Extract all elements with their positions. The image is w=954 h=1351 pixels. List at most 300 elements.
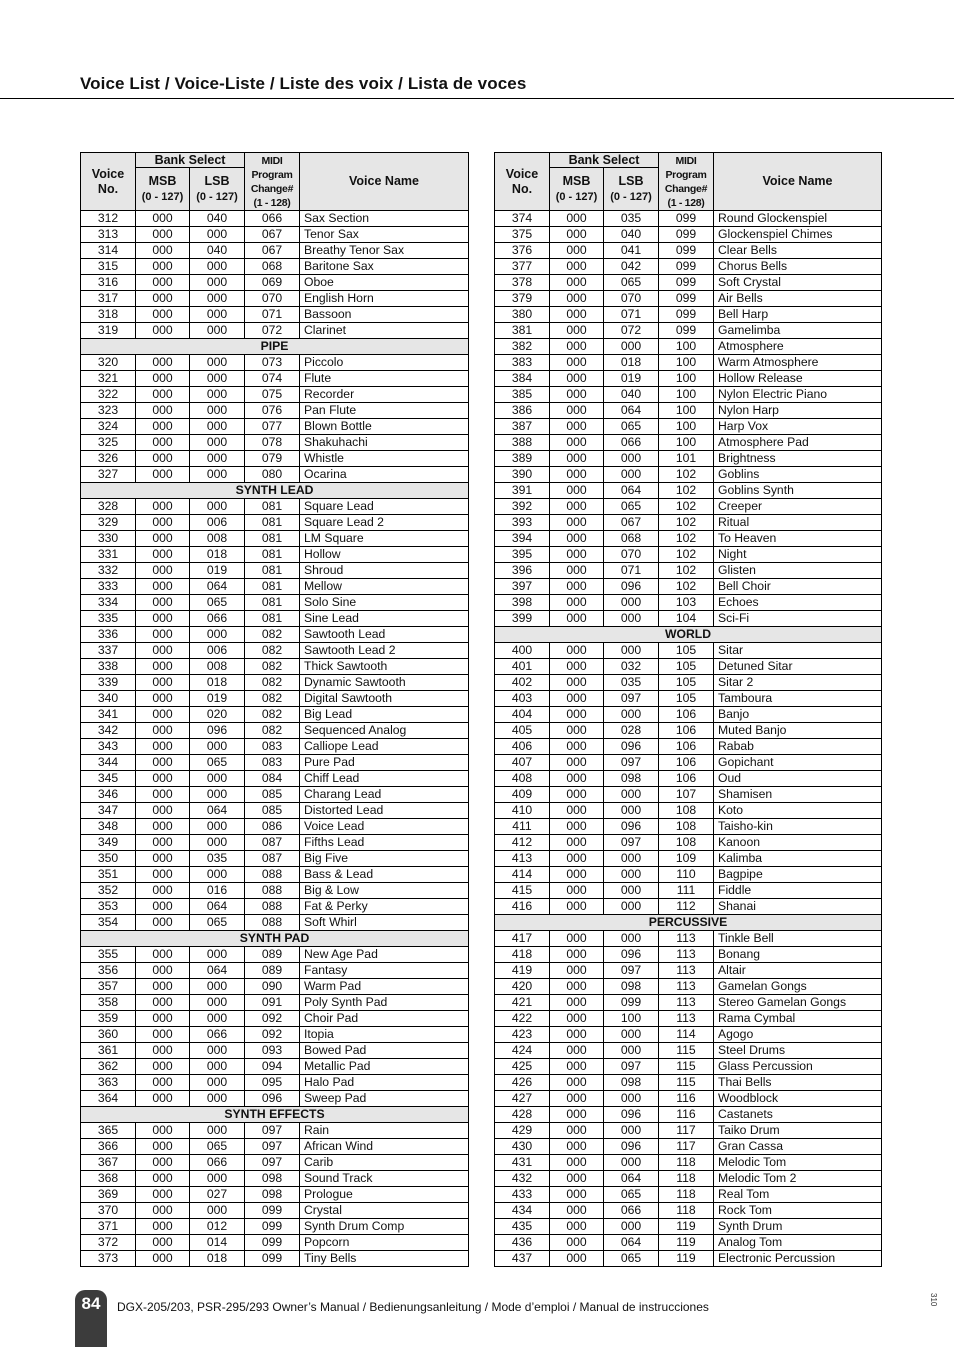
voice-name: Shanai (714, 899, 882, 915)
program-change: 106 (659, 739, 714, 755)
lsb-value: 000 (190, 819, 245, 835)
voice-name: New Age Pad (300, 947, 469, 963)
msb-value: 000 (136, 1219, 190, 1235)
voice-number: 333 (81, 579, 136, 595)
voice-name: Big Lead (300, 707, 469, 723)
voice-name: Bass & Lead (300, 867, 469, 883)
table-row (495, 867, 882, 883)
table-row (81, 1187, 469, 1203)
program-change: 100 (659, 339, 714, 355)
program-change: 082 (245, 691, 300, 707)
program-change: 105 (659, 659, 714, 675)
program-change: 097 (245, 1155, 300, 1171)
voice-number: 423 (495, 1027, 550, 1043)
program-change: 076 (245, 403, 300, 419)
voice-name: Analog Tom (714, 1235, 882, 1251)
lsb-value: 000 (604, 611, 659, 627)
lsb-value: 000 (190, 835, 245, 851)
lsb-value: 018 (190, 675, 245, 691)
lsb-value: 097 (604, 963, 659, 979)
program-change: 099 (659, 211, 714, 227)
table-row (81, 627, 469, 643)
msb-header: MSB (0 - 127) (550, 168, 604, 211)
category-row (495, 915, 882, 931)
table-row (495, 1043, 882, 1059)
msb-value: 000 (136, 1139, 190, 1155)
voice-name: Echoes (714, 595, 882, 611)
program-change: 102 (659, 547, 714, 563)
table-row (81, 1203, 469, 1219)
table-row (495, 851, 882, 867)
table-row (81, 803, 469, 819)
msb-value: 000 (136, 579, 190, 595)
voice-number: 427 (495, 1091, 550, 1107)
table-row (81, 1075, 469, 1091)
msb-value: 000 (550, 547, 604, 563)
table-row (81, 579, 469, 595)
msb-value: 000 (136, 259, 190, 275)
voice-name: Gran Cassa (714, 1139, 882, 1155)
voice-name: Detuned Sitar (714, 659, 882, 675)
msb-value: 000 (136, 451, 190, 467)
msb-value: 000 (550, 387, 604, 403)
voice-number: 410 (495, 803, 550, 819)
table-row (81, 387, 469, 403)
voice-name: Bassoon (300, 307, 469, 323)
msb-value: 000 (136, 915, 190, 931)
msb-value: 000 (136, 515, 190, 531)
voice-name: Piccolo (300, 355, 469, 371)
voice-number: 340 (81, 691, 136, 707)
voice-name: Square Lead 2 (300, 515, 469, 531)
msb-value: 000 (136, 355, 190, 371)
lsb-value: 000 (604, 467, 659, 483)
voice-name: Sweep Pad (300, 1091, 469, 1107)
voice-name: Shakuhachi (300, 435, 469, 451)
lsb-value: 000 (604, 899, 659, 915)
lsb-value: 006 (190, 515, 245, 531)
table-row (81, 771, 469, 787)
voice-number: 419 (495, 963, 550, 979)
table-row (81, 979, 469, 995)
lsb-value: 096 (604, 579, 659, 595)
lsb-value: 064 (604, 483, 659, 499)
msb-value: 000 (136, 387, 190, 403)
voice-number: 353 (81, 899, 136, 915)
lsb-value: 065 (604, 499, 659, 515)
voice-number: 381 (495, 323, 550, 339)
table-row (81, 1155, 469, 1171)
lsb-value: 000 (190, 291, 245, 307)
voice-name: Atmosphere Pad (714, 435, 882, 451)
table-row (81, 355, 469, 371)
lsb-value: 098 (604, 979, 659, 995)
lsb-value: 000 (604, 883, 659, 899)
midi-program-header: MIDI Program Change# (1 - 128) (245, 153, 300, 211)
voice-name: Tenor Sax (300, 227, 469, 243)
table-row (495, 995, 882, 1011)
table-row (495, 835, 882, 851)
lsb-value: 019 (190, 563, 245, 579)
program-change: 087 (245, 835, 300, 851)
msb-value: 000 (550, 659, 604, 675)
table-row (495, 323, 882, 339)
lsb-value: 098 (604, 771, 659, 787)
lsb-value: 000 (604, 643, 659, 659)
lsb-value: 000 (190, 275, 245, 291)
lsb-value: 097 (604, 835, 659, 851)
voice-name: Choir Pad (300, 1011, 469, 1027)
table-row (495, 291, 882, 307)
table-row (81, 1235, 469, 1251)
table-row (495, 1075, 882, 1091)
table-row (81, 611, 469, 627)
voice-table-left (80, 152, 469, 1267)
program-change: 100 (659, 403, 714, 419)
table-row (81, 835, 469, 851)
msb-value: 000 (550, 259, 604, 275)
lsb-value: 000 (190, 1171, 245, 1187)
voice-number: 342 (81, 723, 136, 739)
voice-name: Goblins Synth (714, 483, 882, 499)
lsb-value: 096 (604, 947, 659, 963)
program-change: 113 (659, 979, 714, 995)
voice-name: Hollow Release (714, 371, 882, 387)
voice-number: 433 (495, 1187, 550, 1203)
lsb-value: 000 (604, 1027, 659, 1043)
voice-name: Big Five (300, 851, 469, 867)
msb-value: 000 (550, 611, 604, 627)
msb-value: 000 (550, 1251, 604, 1267)
voice-name: Bell Choir (714, 579, 882, 595)
lsb-value: 071 (604, 307, 659, 323)
msb-value: 000 (550, 243, 604, 259)
program-change: 081 (245, 499, 300, 515)
voice-name: Electronic Percussion (714, 1251, 882, 1267)
voice-name: Warm Atmosphere (714, 355, 882, 371)
voice-name: Big & Low (300, 883, 469, 899)
msb-value: 000 (136, 1187, 190, 1203)
msb-value: 000 (550, 819, 604, 835)
voice-number: 360 (81, 1027, 136, 1043)
table-row (81, 499, 469, 515)
voice-number: 383 (495, 355, 550, 371)
program-change: 087 (245, 851, 300, 867)
voice-name: Solo Sine (300, 595, 469, 611)
midi-program-header: MIDI Program Change# (1 - 128) (659, 153, 714, 211)
program-change: 085 (245, 787, 300, 803)
table-row (495, 403, 882, 419)
voice-name: Kalimba (714, 851, 882, 867)
lsb-value: 099 (604, 995, 659, 1011)
lsb-value: 028 (604, 723, 659, 739)
msb-value: 000 (136, 883, 190, 899)
msb-value: 000 (550, 1155, 604, 1171)
voice-number: 327 (81, 467, 136, 483)
program-change: 095 (245, 1075, 300, 1091)
voice-name: Brightness (714, 451, 882, 467)
voice-number: 416 (495, 899, 550, 915)
table-row (81, 1123, 469, 1139)
voice-number: 395 (495, 547, 550, 563)
program-change: 099 (659, 243, 714, 259)
category-label: PERCUSSIVE (495, 915, 882, 931)
voice-number: 338 (81, 659, 136, 675)
msb-value: 000 (136, 659, 190, 675)
lsb-value: 097 (604, 1059, 659, 1075)
lsb-value: 000 (190, 227, 245, 243)
voice-number: 414 (495, 867, 550, 883)
table-row (81, 867, 469, 883)
msb-value: 000 (136, 1235, 190, 1251)
voice-number: 331 (81, 547, 136, 563)
voice-number: 394 (495, 531, 550, 547)
voice-number: 344 (81, 755, 136, 771)
lsb-value: 068 (604, 531, 659, 547)
msb-value: 000 (550, 643, 604, 659)
table-row (495, 467, 882, 483)
voice-name: Shamisen (714, 787, 882, 803)
msb-value: 000 (550, 515, 604, 531)
voice-name: Sitar (714, 643, 882, 659)
program-change: 080 (245, 467, 300, 483)
category-label: SYNTH PAD (81, 931, 469, 947)
voice-name: Halo Pad (300, 1075, 469, 1091)
table-row (495, 387, 882, 403)
lsb-value: 000 (604, 1043, 659, 1059)
program-change: 100 (659, 355, 714, 371)
table-row (81, 963, 469, 979)
lsb-value: 000 (190, 499, 245, 515)
lsb-value: 065 (604, 1251, 659, 1267)
table-row (495, 547, 882, 563)
lsb-value: 000 (604, 1155, 659, 1171)
lsb-value: 000 (190, 451, 245, 467)
lsb-value: 019 (190, 691, 245, 707)
table-row (81, 227, 469, 243)
table-row (495, 1251, 882, 1267)
lsb-value: 000 (190, 1075, 245, 1091)
table-row (81, 307, 469, 323)
table-row (81, 883, 469, 899)
lsb-value: 071 (604, 563, 659, 579)
table-row (81, 291, 469, 307)
voice-name: Sine Lead (300, 611, 469, 627)
msb-value: 000 (136, 979, 190, 995)
table-row (81, 323, 469, 339)
lsb-value: 006 (190, 643, 245, 659)
voice-number: 330 (81, 531, 136, 547)
program-change: 081 (245, 563, 300, 579)
program-change: 119 (659, 1235, 714, 1251)
voice-name: Sound Track (300, 1171, 469, 1187)
program-change: 117 (659, 1139, 714, 1155)
voice-number: 349 (81, 835, 136, 851)
msb-value: 000 (136, 675, 190, 691)
program-change: 074 (245, 371, 300, 387)
voice-name: Carib (300, 1155, 469, 1171)
voice-name: Metallic Pad (300, 1059, 469, 1075)
voice-number: 351 (81, 867, 136, 883)
voice-number: 361 (81, 1043, 136, 1059)
program-change: 113 (659, 931, 714, 947)
voice-number: 316 (81, 275, 136, 291)
program-change: 100 (659, 419, 714, 435)
voice-name: Dynamic Sawtooth (300, 675, 469, 691)
voice-number: 358 (81, 995, 136, 1011)
voice-no-header: Voice No. (81, 153, 136, 211)
msb-value: 000 (550, 1107, 604, 1123)
msb-value: 000 (136, 1203, 190, 1219)
lsb-value: 018 (190, 547, 245, 563)
msb-value: 000 (550, 211, 604, 227)
msb-value: 000 (136, 755, 190, 771)
program-change: 085 (245, 803, 300, 819)
voice-number: 407 (495, 755, 550, 771)
voice-number: 368 (81, 1171, 136, 1187)
table-row (495, 675, 882, 691)
msb-value: 000 (136, 1155, 190, 1171)
lsb-value: 096 (604, 739, 659, 755)
table-row (495, 483, 882, 499)
voice-number: 352 (81, 883, 136, 899)
side-code: 310 (929, 1293, 938, 1307)
program-change: 119 (659, 1219, 714, 1235)
voice-number: 312 (81, 211, 136, 227)
table-row (81, 851, 469, 867)
voice-name: Fiddle (714, 883, 882, 899)
lsb-value: 066 (190, 611, 245, 627)
msb-value: 000 (136, 547, 190, 563)
table-row (81, 563, 469, 579)
msb-value: 000 (550, 1123, 604, 1139)
voice-name: English Horn (300, 291, 469, 307)
voice-name: Banjo (714, 707, 882, 723)
program-change: 088 (245, 899, 300, 915)
table-row (495, 1203, 882, 1219)
voice-name: Synth Drum (714, 1219, 882, 1235)
table-row (495, 819, 882, 835)
lsb-value: 065 (190, 595, 245, 611)
program-change: 100 (659, 371, 714, 387)
program-change: 102 (659, 515, 714, 531)
program-change: 102 (659, 483, 714, 499)
voice-number: 345 (81, 771, 136, 787)
program-change: 117 (659, 1123, 714, 1139)
lsb-value: 065 (190, 755, 245, 771)
program-change: 118 (659, 1171, 714, 1187)
lsb-value: 000 (604, 1091, 659, 1107)
voice-name: Oud (714, 771, 882, 787)
program-change: 113 (659, 947, 714, 963)
lsb-value: 065 (604, 419, 659, 435)
voice-name: Tinkle Bell (714, 931, 882, 947)
lsb-value: 000 (604, 1123, 659, 1139)
table-row (495, 1123, 882, 1139)
page-number: 84 (81, 1294, 101, 1313)
voice-number: 406 (495, 739, 550, 755)
table-row (81, 787, 469, 803)
msb-value: 000 (550, 771, 604, 787)
program-change: 082 (245, 659, 300, 675)
table-row (81, 531, 469, 547)
program-change: 099 (659, 259, 714, 275)
voice-number: 393 (495, 515, 550, 531)
voice-name: Charang Lead (300, 787, 469, 803)
lsb-value: 035 (604, 675, 659, 691)
voice-number: 375 (495, 227, 550, 243)
program-change: 082 (245, 707, 300, 723)
voice-number: 377 (495, 259, 550, 275)
program-change: 067 (245, 243, 300, 259)
program-change: 102 (659, 531, 714, 547)
table-row (495, 947, 882, 963)
msb-value: 000 (550, 1059, 604, 1075)
voice-number: 343 (81, 739, 136, 755)
lsb-value: 019 (604, 371, 659, 387)
voice-number: 409 (495, 787, 550, 803)
voice-name: Sci-Fi (714, 611, 882, 627)
table-row (495, 787, 882, 803)
voice-name: Nylon Harp (714, 403, 882, 419)
program-change: 106 (659, 723, 714, 739)
voice-name: Rabab (714, 739, 882, 755)
voice-name: Atmosphere (714, 339, 882, 355)
table-row (495, 803, 882, 819)
program-change: 116 (659, 1091, 714, 1107)
voice-number: 355 (81, 947, 136, 963)
msb-value: 000 (136, 531, 190, 547)
voice-number: 402 (495, 675, 550, 691)
voice-name: Flute (300, 371, 469, 387)
voice-number: 359 (81, 1011, 136, 1027)
voice-name: Voice Lead (300, 819, 469, 835)
msb-value: 000 (136, 291, 190, 307)
voice-number: 314 (81, 243, 136, 259)
msb-value: 000 (550, 835, 604, 851)
lsb-value: 000 (604, 931, 659, 947)
voice-name: Rock Tom (714, 1203, 882, 1219)
voice-name: Air Bells (714, 291, 882, 307)
msb-value: 000 (136, 243, 190, 259)
lsb-value: 065 (604, 1187, 659, 1203)
voice-number: 404 (495, 707, 550, 723)
msb-value: 000 (550, 1171, 604, 1187)
voice-number: 415 (495, 883, 550, 899)
table-row (495, 771, 882, 787)
voice-name: Stereo Gamelan Gongs (714, 995, 882, 1011)
lsb-header: LSB (0 - 127) (190, 168, 245, 211)
category-label: SYNTH LEAD (81, 483, 469, 499)
msb-value: 000 (136, 995, 190, 1011)
table-row (81, 467, 469, 483)
program-change: 102 (659, 499, 714, 515)
msb-value: 000 (136, 211, 190, 227)
table-row (495, 227, 882, 243)
voice-name: Gopichant (714, 755, 882, 771)
voice-number: 386 (495, 403, 550, 419)
lsb-value: 000 (604, 595, 659, 611)
program-change: 099 (659, 275, 714, 291)
lsb-value: 000 (190, 467, 245, 483)
table-row (81, 723, 469, 739)
table-row (495, 755, 882, 771)
voice-number: 320 (81, 355, 136, 371)
voice-name: Agogo (714, 1027, 882, 1043)
table-row (81, 595, 469, 611)
voice-number: 378 (495, 275, 550, 291)
msb-value: 000 (550, 371, 604, 387)
